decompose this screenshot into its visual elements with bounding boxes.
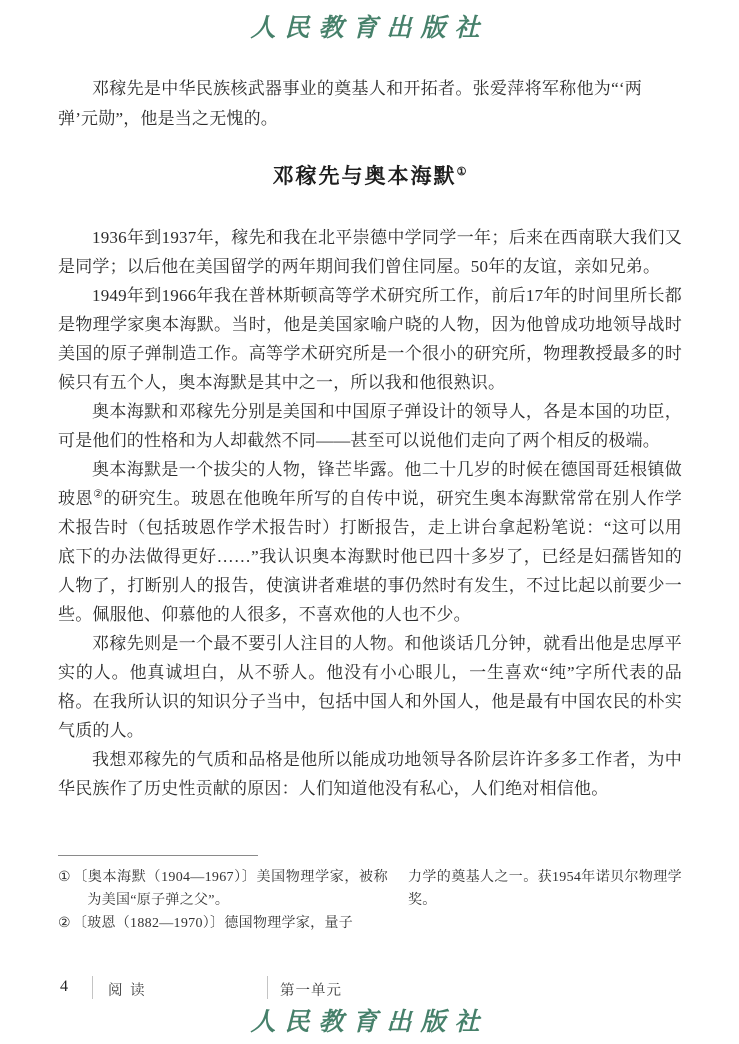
publisher-logo-top: 人民教育出版社 bbox=[250, 13, 489, 42]
paragraph-text: 邓稼先则是一个最不要引人注目的人物。和他谈话几分钟，就看出他是忠厚平实的人。他真诚坦白，从不骄人。他没有小心眼儿，一生喜欢“纯”字所代表的品格。在我所认识的知识分子当中，包括中国人和外国人，他是最有中国农民的朴实气质的人。 bbox=[58, 634, 682, 740]
footnote-text: 力学的奠基人之一。获1954年诺贝尔物理学奖。 bbox=[408, 870, 682, 908]
paragraph-text: 奥本海默是一个拔尖的人物，锋芒毕露。他二十几岁的时候在德国哥廷根镇做玻恩 bbox=[58, 460, 682, 508]
footnote-mark: ② bbox=[58, 916, 71, 931]
article-paragraph bbox=[58, 281, 682, 397]
footer-section-label: 阅 读 bbox=[108, 983, 147, 999]
footnote-mark: ① bbox=[58, 870, 72, 885]
article-title-text: 邓稼先与奥本海默 bbox=[272, 164, 457, 188]
paragraph-text: 1949年到1966年我在普林斯顿高等学术研究所工作，前后17年的时间里所长都是物理学家奥本海默。当时，他是美国家喻户晓的人物，因为他曾成功地领导战时美国的原子弹制造工作。高等学术研究所是一个很小的研究所，物理教授最多的时候只有五个人，奥本海默是其中之一，所以我和他很熟识。 bbox=[58, 286, 682, 392]
footnote-item bbox=[408, 866, 682, 912]
title-footnote-ref: ① bbox=[456, 166, 467, 178]
footer-divider-1 bbox=[92, 976, 93, 999]
publisher-logo-bottom: 人民教育出版社 bbox=[250, 1007, 489, 1036]
paragraph-text: 奥本海默和邓稼先分别是美国和中国原子弹设计的领导人，各是本国的功臣，可是他们的性格和为人却截然不同——甚至可以说他们走向了两个相反的极端。 bbox=[58, 402, 682, 450]
intro-paragraph: 邓稼先是中华民族核武器事业的奠基人和开拓者。张爱萍将军称他为“‘两弹’元勋”，他是当之无愧的。 bbox=[58, 79, 642, 128]
paragraph-text: 我想邓稼先的气质和品格是他所以能成功地领导各阶层许许多多工作者，为中华民族作了历史性贡献的原因：人们知道他没有私心，人们绝对相信他。 bbox=[58, 750, 682, 798]
page-number: 4 bbox=[60, 978, 68, 995]
paragraph-text: 1936年到1937年，稼先和我在北平崇德中学同学一年；后来在西南联大我们又是同学；以后他在美国留学的两年期间我们曾住同屋。50年的友谊，亲如兄弟。 bbox=[58, 228, 682, 276]
footnote-item bbox=[58, 866, 388, 912]
article-paragraph bbox=[58, 455, 682, 629]
footnote-ref: ② bbox=[93, 488, 104, 501]
footer-divider-2 bbox=[267, 976, 268, 999]
page-footer bbox=[0, 976, 739, 1002]
footnotes bbox=[58, 866, 682, 935]
footnote-item bbox=[58, 912, 388, 935]
footnotes-right-column bbox=[408, 866, 682, 935]
article-body bbox=[58, 223, 682, 803]
paragraph-text: 的研究生。玻恩在他晚年所写的自传中说，研究生奥本海默常常在别人作学术报告时（包括玻恩作学术报告时）打断报告，走上讲台拿起粉笔说：“这可以用底下的办法做得更好……”我认识奥本海默时他已四十多岁了，已经是妇孺皆知的人物了，打断别人的报告，使演讲者难堪的事仍然时有发生，不过比起以前要少一些。佩服他、仰慕他的人很多，不喜欢他的人也不少。 bbox=[58, 489, 682, 624]
footer-unit-label: 第一单元 bbox=[280, 983, 342, 999]
article-title bbox=[0, 160, 739, 190]
footnote-text: 〔玻恩（1882—1970）〕德国物理学家，量子 bbox=[72, 916, 354, 931]
article-paragraph bbox=[58, 397, 682, 455]
footnote-divider bbox=[58, 855, 258, 856]
article-paragraph bbox=[58, 223, 682, 281]
article-paragraph bbox=[58, 629, 682, 745]
footnote-text: 〔奥本海默（1904—1967）〕美国物理学家，被称为美国“原子弹之父”。 bbox=[73, 870, 388, 908]
footnotes-left-column bbox=[58, 866, 388, 935]
article-paragraph bbox=[58, 745, 682, 803]
